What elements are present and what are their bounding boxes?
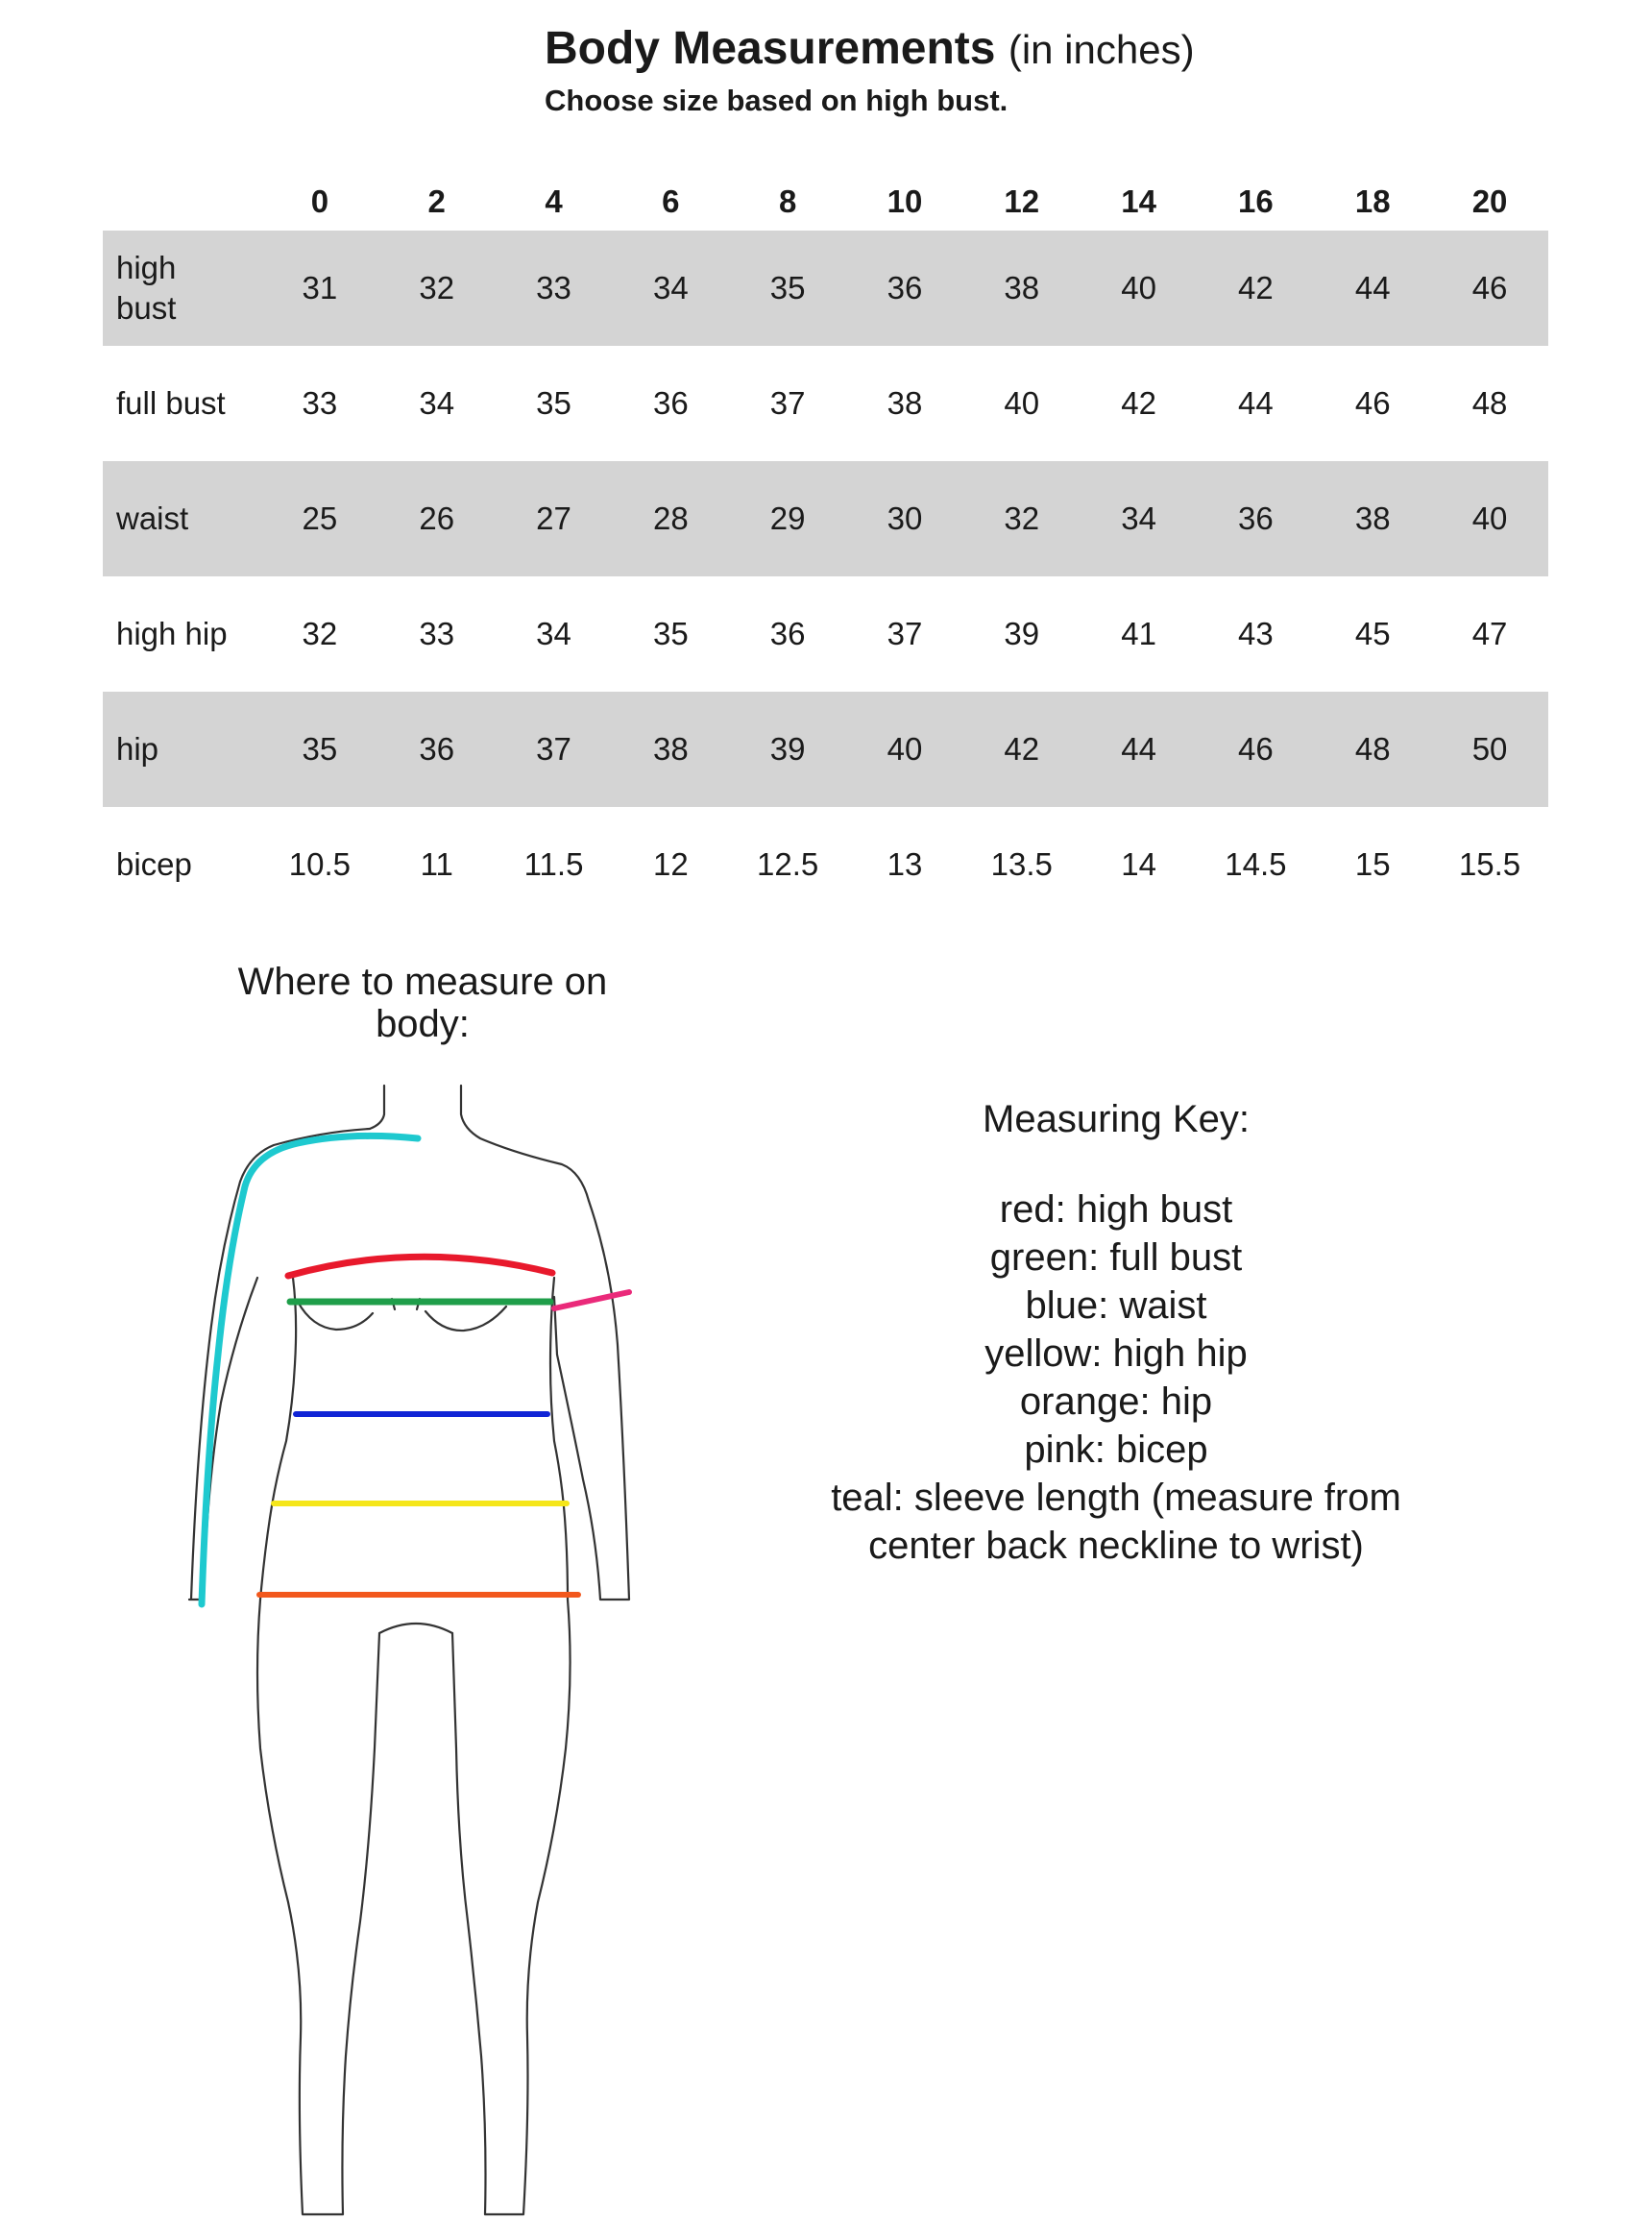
- table-cell: 12.5: [757, 846, 819, 882]
- table-cell: 35: [729, 231, 846, 346]
- table-row: [103, 692, 1548, 807]
- table-cell: 40: [846, 692, 963, 807]
- table-cell: 36: [846, 231, 963, 346]
- table-cell: 44: [1081, 692, 1198, 807]
- page-title: [545, 21, 1195, 78]
- table-cell: 13.5: [990, 846, 1053, 882]
- header-corner: [103, 173, 261, 231]
- table-cell: 42: [963, 692, 1081, 807]
- torso-left: [260, 1278, 296, 1600]
- page-subtitle: Choose size based on high bust.: [545, 84, 1008, 117]
- size-header: 12: [1004, 183, 1040, 219]
- table-row: [103, 231, 1548, 346]
- bust-left: [298, 1302, 373, 1330]
- table-cell: 11: [420, 846, 453, 882]
- neck-right: [461, 1086, 589, 1201]
- title-text: Body Measurements: [545, 23, 996, 74]
- table-cell: 45: [1354, 616, 1391, 651]
- table-cell: 36: [378, 692, 496, 807]
- table-cell: 10.5: [288, 846, 352, 882]
- table-cell: 46: [1198, 692, 1315, 807]
- table-cell: 38: [887, 385, 923, 421]
- table-cell: 14.5: [1225, 846, 1287, 882]
- table-row: [103, 807, 1548, 922]
- table-cell: 35: [261, 692, 378, 807]
- size-header: 2: [427, 183, 446, 219]
- table-cell: 37: [496, 692, 613, 807]
- table-cell: 32: [302, 616, 338, 651]
- table-cell: 46: [1431, 231, 1548, 346]
- left-leg: [257, 1600, 379, 2214]
- table-cell: 37: [769, 385, 806, 421]
- row-label: high hip: [116, 616, 228, 651]
- table-cell: 40: [1431, 461, 1548, 576]
- table-cell: 30: [846, 461, 963, 576]
- table-cell: 42: [1198, 231, 1315, 346]
- row-label: bicep: [116, 846, 192, 882]
- table-cell: 15: [1354, 846, 1391, 882]
- size-header: 0: [310, 183, 329, 219]
- size-header: 6: [662, 183, 680, 219]
- table-cell: 36: [652, 385, 689, 421]
- table-cell: 36: [769, 616, 806, 651]
- high-bust-line: [288, 1257, 552, 1276]
- table-cell: 34: [612, 231, 729, 346]
- table-cell: 48: [1471, 385, 1508, 421]
- title-block: [545, 21, 1195, 118]
- table-cell: 37: [887, 616, 923, 651]
- body-figure: [178, 1076, 677, 2219]
- table-cell: 32: [378, 231, 496, 346]
- table-cell: 29: [729, 461, 846, 576]
- table-cell: 34: [536, 616, 571, 651]
- row-label: full bust: [116, 385, 226, 421]
- size-header: 14: [1121, 183, 1156, 219]
- size-header-row: [103, 173, 1548, 231]
- row-label: hip: [103, 692, 261, 807]
- table-cell: 39: [1004, 616, 1040, 651]
- bust-right: [425, 1307, 506, 1331]
- right-leg: [452, 1600, 571, 2214]
- table-cell: 38: [612, 692, 729, 807]
- size-header: 16: [1238, 183, 1274, 219]
- size-header: 18: [1354, 183, 1391, 219]
- size-header: 8: [778, 183, 797, 219]
- table-cell: 44: [1238, 385, 1274, 421]
- table-cell: 25: [261, 461, 378, 576]
- table-cell: 35: [652, 616, 689, 651]
- table-row: [103, 346, 1548, 461]
- table-cell: 11.5: [523, 846, 584, 882]
- size-header: 10: [887, 183, 923, 219]
- table-cell: 38: [963, 231, 1081, 346]
- table-row: [103, 461, 1548, 576]
- table-cell: 34: [419, 385, 455, 421]
- table-cell: 33: [496, 231, 613, 346]
- key-title: Measuring Key:: [983, 1098, 1250, 1140]
- table-cell: 12: [652, 846, 689, 882]
- table-cell: 41: [1121, 616, 1156, 651]
- table-cell: 44: [1314, 231, 1431, 346]
- key-item: orange: hip: [1019, 1380, 1213, 1423]
- table-cell: 31: [261, 231, 378, 346]
- row-label: high bust: [103, 231, 261, 346]
- table-cell: 47: [1471, 616, 1508, 651]
- neck-left: [370, 1086, 384, 1129]
- table-cell: 42: [1121, 385, 1156, 421]
- table-cell: 50: [1431, 692, 1548, 807]
- table-cell: 39: [729, 692, 846, 807]
- bicep-line: [554, 1292, 629, 1308]
- size-header: 4: [545, 183, 563, 219]
- title-unit: (in inches): [1008, 27, 1195, 72]
- table-cell: 35: [536, 385, 571, 421]
- table-cell: 26: [378, 461, 496, 576]
- table-cell: 13: [887, 846, 923, 882]
- key-item: pink: bicep: [1024, 1429, 1208, 1471]
- torso-right: [550, 1278, 568, 1600]
- row-label: waist: [103, 461, 261, 576]
- size-chart-table: [103, 173, 1548, 922]
- table-cell: 15.5: [1458, 846, 1521, 882]
- table-cell: 40: [1004, 385, 1040, 421]
- table-cell: 38: [1314, 461, 1431, 576]
- key-item: teal: sleeve length (measure from center back neckline to wrist): [831, 1477, 1401, 1567]
- inner-leg-join: [379, 1624, 452, 1633]
- table-cell: 33: [302, 385, 338, 421]
- table-cell: 32: [963, 461, 1081, 576]
- table-cell: 14: [1121, 846, 1156, 882]
- table-cell: 33: [419, 616, 455, 651]
- table-cell: 36: [1198, 461, 1315, 576]
- table-cell: 34: [1081, 461, 1198, 576]
- table-row: [103, 576, 1548, 692]
- key-item: green: full bust: [989, 1236, 1243, 1279]
- table-cell: 40: [1081, 231, 1198, 346]
- table-cell: 46: [1354, 385, 1391, 421]
- measuring-key: [828, 1097, 1404, 1570]
- key-item: yellow: high hip: [984, 1332, 1248, 1375]
- figure-heading: Where to measure on body:: [237, 961, 608, 1045]
- table-cell: 43: [1238, 616, 1274, 651]
- size-header: 20: [1471, 183, 1508, 219]
- key-item: red: high bust: [999, 1188, 1233, 1231]
- table-cell: 27: [496, 461, 613, 576]
- table-cell: 48: [1314, 692, 1431, 807]
- key-item: blue: waist: [1025, 1284, 1207, 1327]
- table-cell: 28: [612, 461, 729, 576]
